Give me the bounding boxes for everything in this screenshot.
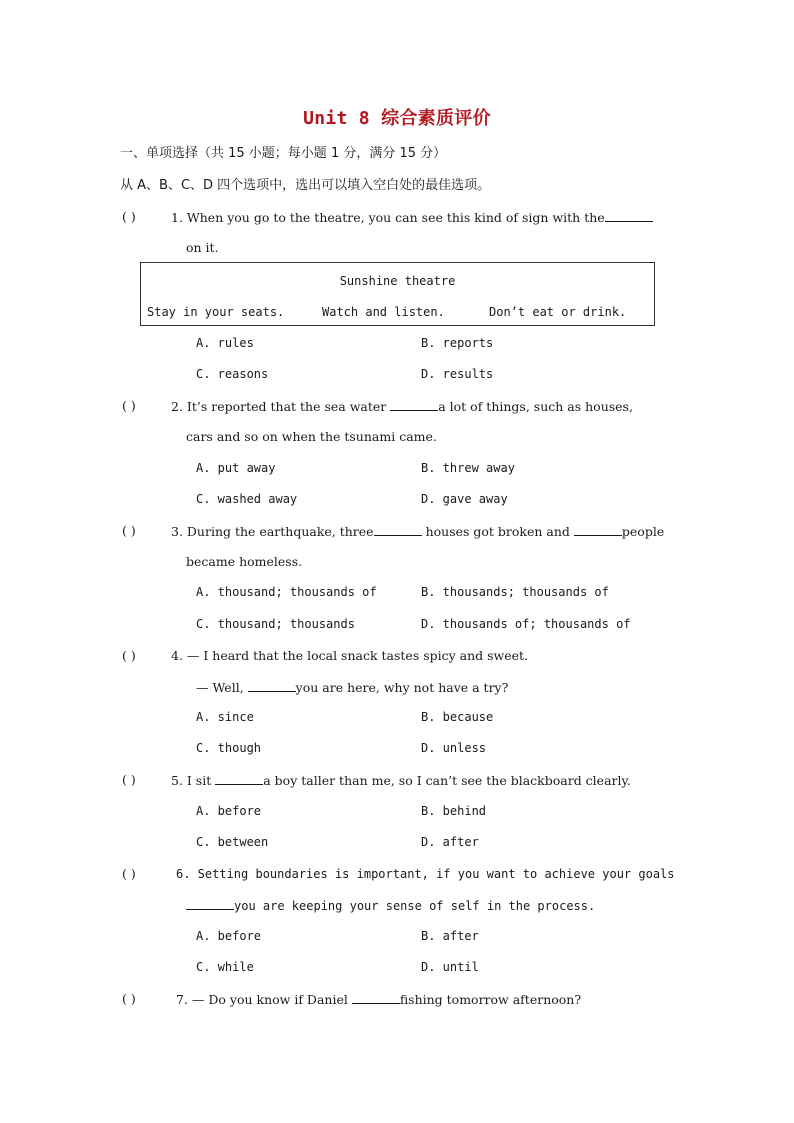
- sign-item: Don’t eat or drink.: [489, 305, 627, 319]
- option-c[interactable]: C. thousand; thousands: [196, 617, 355, 631]
- stem-text: 2. It’s reported that the sea water: [171, 399, 391, 414]
- stem-continuation: [186, 897, 595, 914]
- option-a[interactable]: A. put away: [196, 461, 276, 475]
- option-a[interactable]: A. thousand; thousands of: [196, 585, 377, 599]
- answer-bracket[interactable]: ( ): [122, 991, 136, 1006]
- stem-continuation: [196, 679, 508, 696]
- answer-bracket[interactable]: ( ): [122, 209, 136, 224]
- stem-text: 3. During the earthquake, three: [171, 524, 374, 539]
- question-stem: [171, 209, 653, 226]
- option-a[interactable]: A. before: [196, 804, 262, 818]
- question-stem: [171, 772, 631, 789]
- stem-continuation: on it.: [186, 240, 219, 255]
- page-title: Unit 8 综合素质评价: [303, 108, 491, 129]
- option-b[interactable]: B. thousands; thousands of: [421, 585, 609, 599]
- sign-item: Stay in your seats.: [147, 305, 285, 319]
- answer-blank: [352, 991, 400, 1004]
- stem-text: a lot of things, such as houses,: [438, 399, 633, 414]
- answer-bracket[interactable]: ( ): [122, 523, 136, 538]
- option-b[interactable]: B. reports: [421, 336, 494, 350]
- stem-continuation: cars and so on when the tsunami came.: [186, 429, 437, 444]
- option-c[interactable]: C. reasons: [196, 367, 269, 381]
- answer-blank: [605, 209, 653, 222]
- answer-bracket[interactable]: ( ): [122, 772, 136, 787]
- sign-item: Watch and listen.: [322, 305, 445, 319]
- answer-blank: [248, 679, 296, 692]
- option-d[interactable]: D. thousands of; thousands of: [421, 617, 631, 631]
- option-b[interactable]: B. behind: [421, 804, 487, 818]
- stem-text: people: [621, 524, 665, 539]
- answer-blank: [574, 523, 622, 536]
- sign-box: [140, 262, 655, 326]
- option-b[interactable]: B. threw away: [421, 461, 515, 475]
- stem-text: fishing tomorrow afternoon?: [399, 992, 582, 1007]
- answer-blank: [374, 523, 422, 536]
- answer-blank: [215, 772, 263, 785]
- option-d[interactable]: D. gave away: [421, 492, 508, 506]
- option-b[interactable]: B. after: [421, 929, 479, 943]
- sign-title: Sunshine theatre: [339, 274, 456, 288]
- stem-text: you are keeping your sense of self in the process.: [234, 899, 596, 913]
- stem-text: a boy taller than me, so I can’t see the blackboard clearly.: [263, 773, 631, 788]
- answer-bracket[interactable]: ( ): [122, 866, 136, 881]
- option-c[interactable]: C. washed away: [196, 492, 298, 506]
- option-b[interactable]: B. because: [421, 710, 494, 724]
- question-stem: [171, 523, 664, 540]
- question-stem: [176, 991, 581, 1008]
- answer-bracket[interactable]: ( ): [122, 648, 136, 663]
- option-a[interactable]: A. since: [196, 710, 254, 724]
- stem-text: you are here, why not have a try?: [295, 680, 509, 695]
- stem-text: 5. I sit: [171, 773, 216, 788]
- option-d[interactable]: D. until: [421, 960, 479, 974]
- stem-text: — Well,: [196, 680, 248, 695]
- option-a[interactable]: A. rules: [196, 336, 254, 350]
- option-c[interactable]: C. while: [196, 960, 254, 974]
- stem-continuation: became homeless.: [186, 554, 303, 569]
- question-stem: 6. Setting boundaries is important, if you want to achieve your goals: [176, 867, 675, 881]
- answer-blank: [390, 398, 438, 411]
- option-c[interactable]: C. though: [196, 741, 262, 755]
- option-c[interactable]: C. between: [196, 835, 269, 849]
- section-instruction: 从 A、B、C、D 四个选项中，选出可以填入空白处的最佳选项。: [120, 178, 491, 193]
- stem-text: 7. — Do you know if Daniel: [176, 992, 352, 1007]
- option-a[interactable]: A. before: [196, 929, 262, 943]
- option-d[interactable]: D. results: [421, 367, 494, 381]
- option-d[interactable]: D. after: [421, 835, 479, 849]
- option-d[interactable]: D. unless: [421, 741, 487, 755]
- answer-blank: [186, 897, 234, 910]
- section-heading: 一、单项选择（共 15 小题；每小题 1 分，满分 15 分）: [120, 146, 447, 161]
- question-stem: [171, 398, 633, 415]
- stem-text: houses got broken and: [421, 524, 574, 539]
- stem-text: 1. When you go to the theatre, you can see this kind of sign with the: [171, 210, 605, 225]
- question-stem: 4. — I heard that the local snack tastes spicy and sweet.: [171, 648, 529, 663]
- answer-bracket[interactable]: ( ): [122, 398, 136, 413]
